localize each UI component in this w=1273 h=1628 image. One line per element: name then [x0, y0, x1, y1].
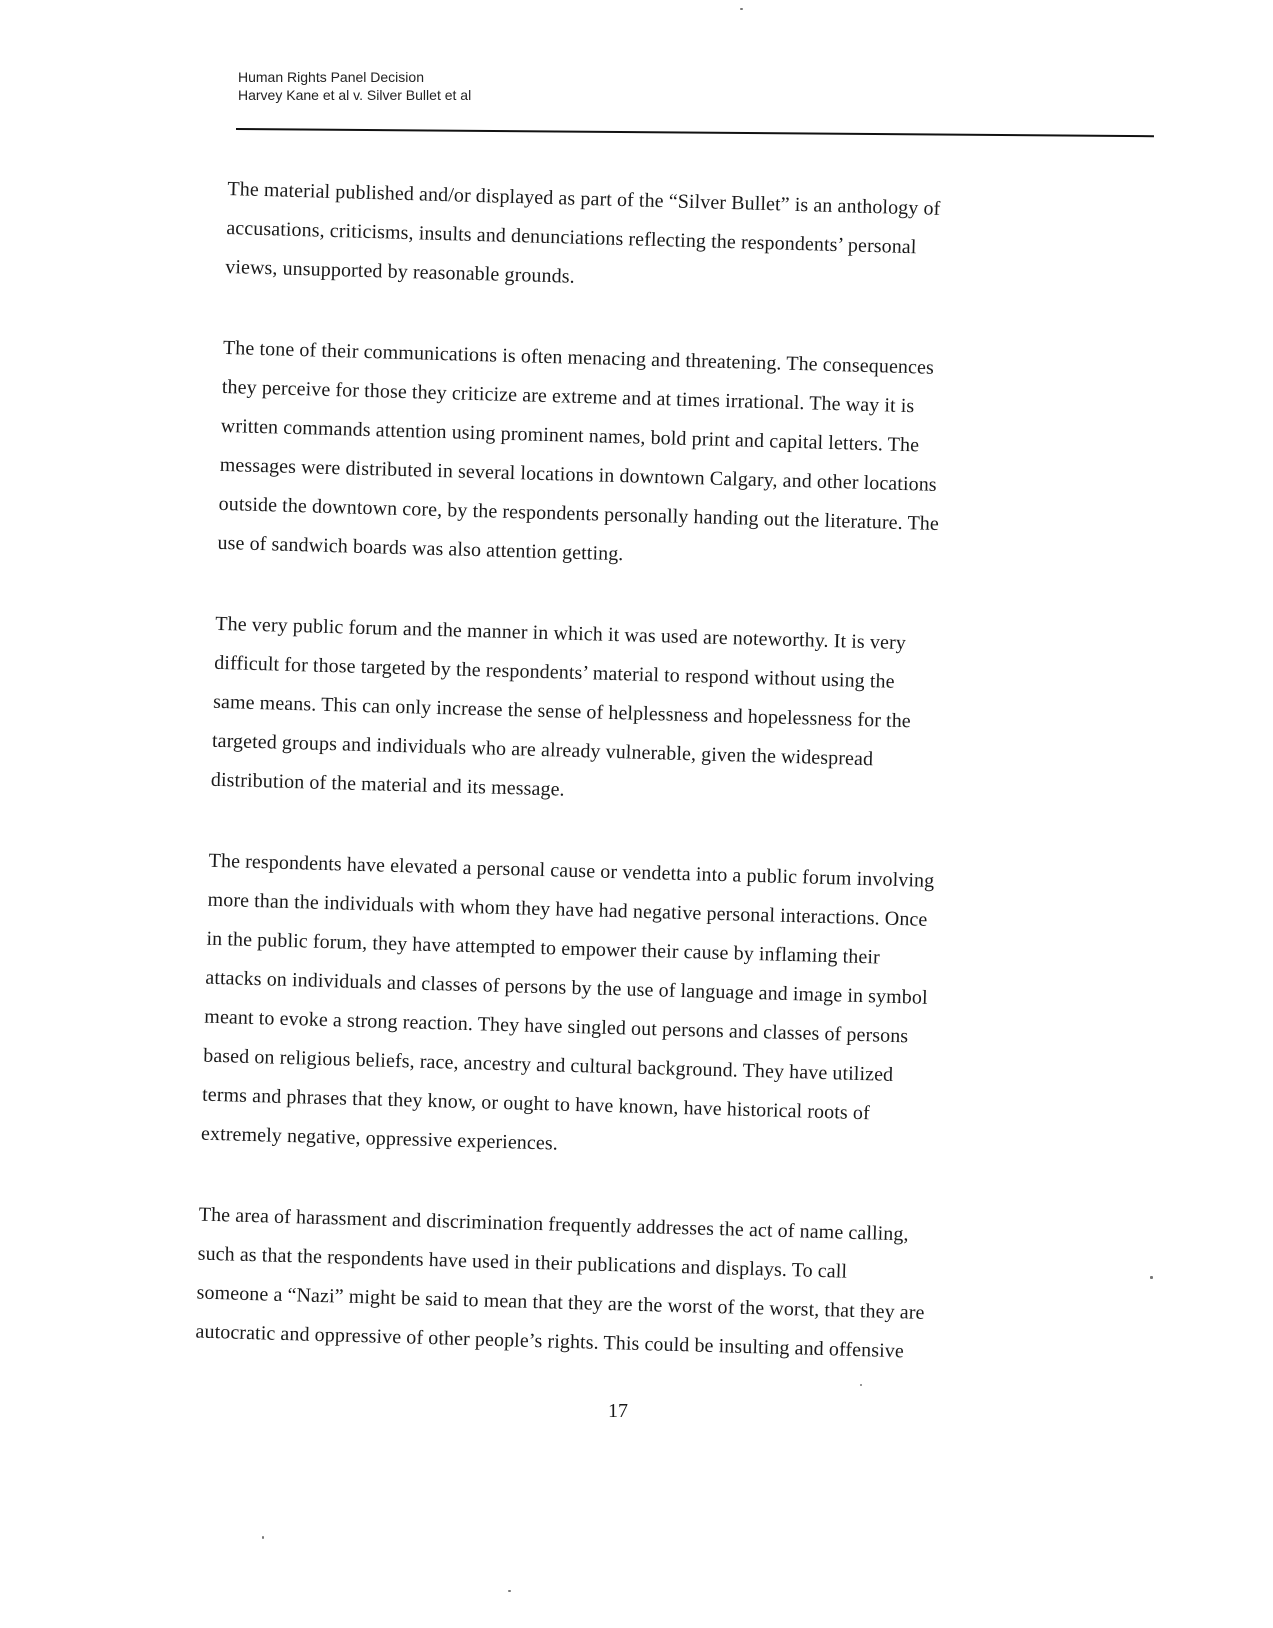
header-line-2: Harvey Kane et al v. Silver Bullet et al	[238, 87, 472, 103]
body-text	[194, 170, 1088, 1418]
text-line: The area of harassment and discrimination frequently addresses the act of name calling,	[198, 1203, 909, 1246]
text-line: terms and phrases that they know, or ought to have known, have historical roots of	[201, 1083, 871, 1125]
text-line: messages were distributed in several locations in downtown Calgary, and other locations	[219, 453, 938, 496]
scan-speck	[1150, 1276, 1153, 1279]
text-line: such as that the respondents have used in their publications and displays. To call	[197, 1242, 848, 1283]
text-line: use of sandwich boards was also attention getting.	[217, 531, 624, 566]
text-line: outside the downtown core, by the respondents personally handing out the literature. The	[218, 492, 940, 535]
text-line: someone a “Nazi” might be said to mean that they are the worst of the worst, that they are	[196, 1281, 925, 1324]
text-line: views, unsupported by reasonable grounds.	[224, 255, 576, 288]
text-line: difficult for those targeted by the respondents’ material to respond without using the	[213, 651, 895, 693]
text-line: accusations, criticisms, insults and denunciations reflecting the respondents’ personal	[226, 216, 917, 259]
header-divider	[236, 128, 1154, 137]
page-number: 17	[608, 1400, 628, 1422]
text-line: based on religious beliefs, race, ancestry and cultural background. They have utilized	[202, 1044, 894, 1086]
text-line: autocratic and oppressive of other people’s rights. This could be insulting and offensive	[195, 1320, 905, 1363]
scan-speck	[508, 1590, 511, 1592]
text-line: same means. This can only increase the sense of helplessness and hopelessness for the	[212, 690, 912, 733]
text-line: The respondents have elevated a personal cause or vendetta into a public forum involving	[208, 849, 935, 892]
text-line: The tone of their communications is often menacing and threatening. The consequences	[222, 336, 935, 379]
text-line: attacks on individuals and classes of persons by the use of language and image in symbol	[205, 966, 928, 1009]
text-line: extremely negative, oppressive experiences.	[200, 1122, 559, 1155]
running-header	[238, 68, 471, 104]
scan-speck	[740, 8, 743, 10]
text-line: targeted groups and individuals who are already vulnerable, given the widespread	[211, 729, 874, 771]
text-line: distribution of the material and its message.	[210, 768, 566, 801]
paragraph-3	[210, 605, 1075, 824]
text-line: they perceive for those they criticize are extreme and at times irrational. The way it is	[221, 375, 915, 418]
paragraph-1	[225, 170, 1088, 311]
text-line: written commands attention using prominent names, bold print and capital letters. The	[220, 414, 920, 457]
text-line: in the public forum, they have attempted to empower their cause by inflaming their	[206, 927, 881, 969]
text-line: more than the individuals with whom they have had negative personal interactions. Once	[207, 888, 928, 931]
scan-speck	[262, 1536, 264, 1539]
text-line: meant to evoke a strong reaction. They have singled out persons and classes of persons	[204, 1005, 909, 1048]
paragraph-5	[195, 1196, 1059, 1376]
header-line-1: Human Rights Panel Decision	[238, 69, 424, 85]
scan-speck	[860, 1384, 862, 1386]
text-line: The very public forum and the manner in which it was used are noteworthy. It is very	[215, 612, 907, 655]
text-line: The material published and/or displayed as part of the “Silver Bullet” is an anthology of	[227, 177, 941, 220]
paragraph-4	[201, 842, 1069, 1178]
paragraph-2	[217, 329, 1083, 587]
